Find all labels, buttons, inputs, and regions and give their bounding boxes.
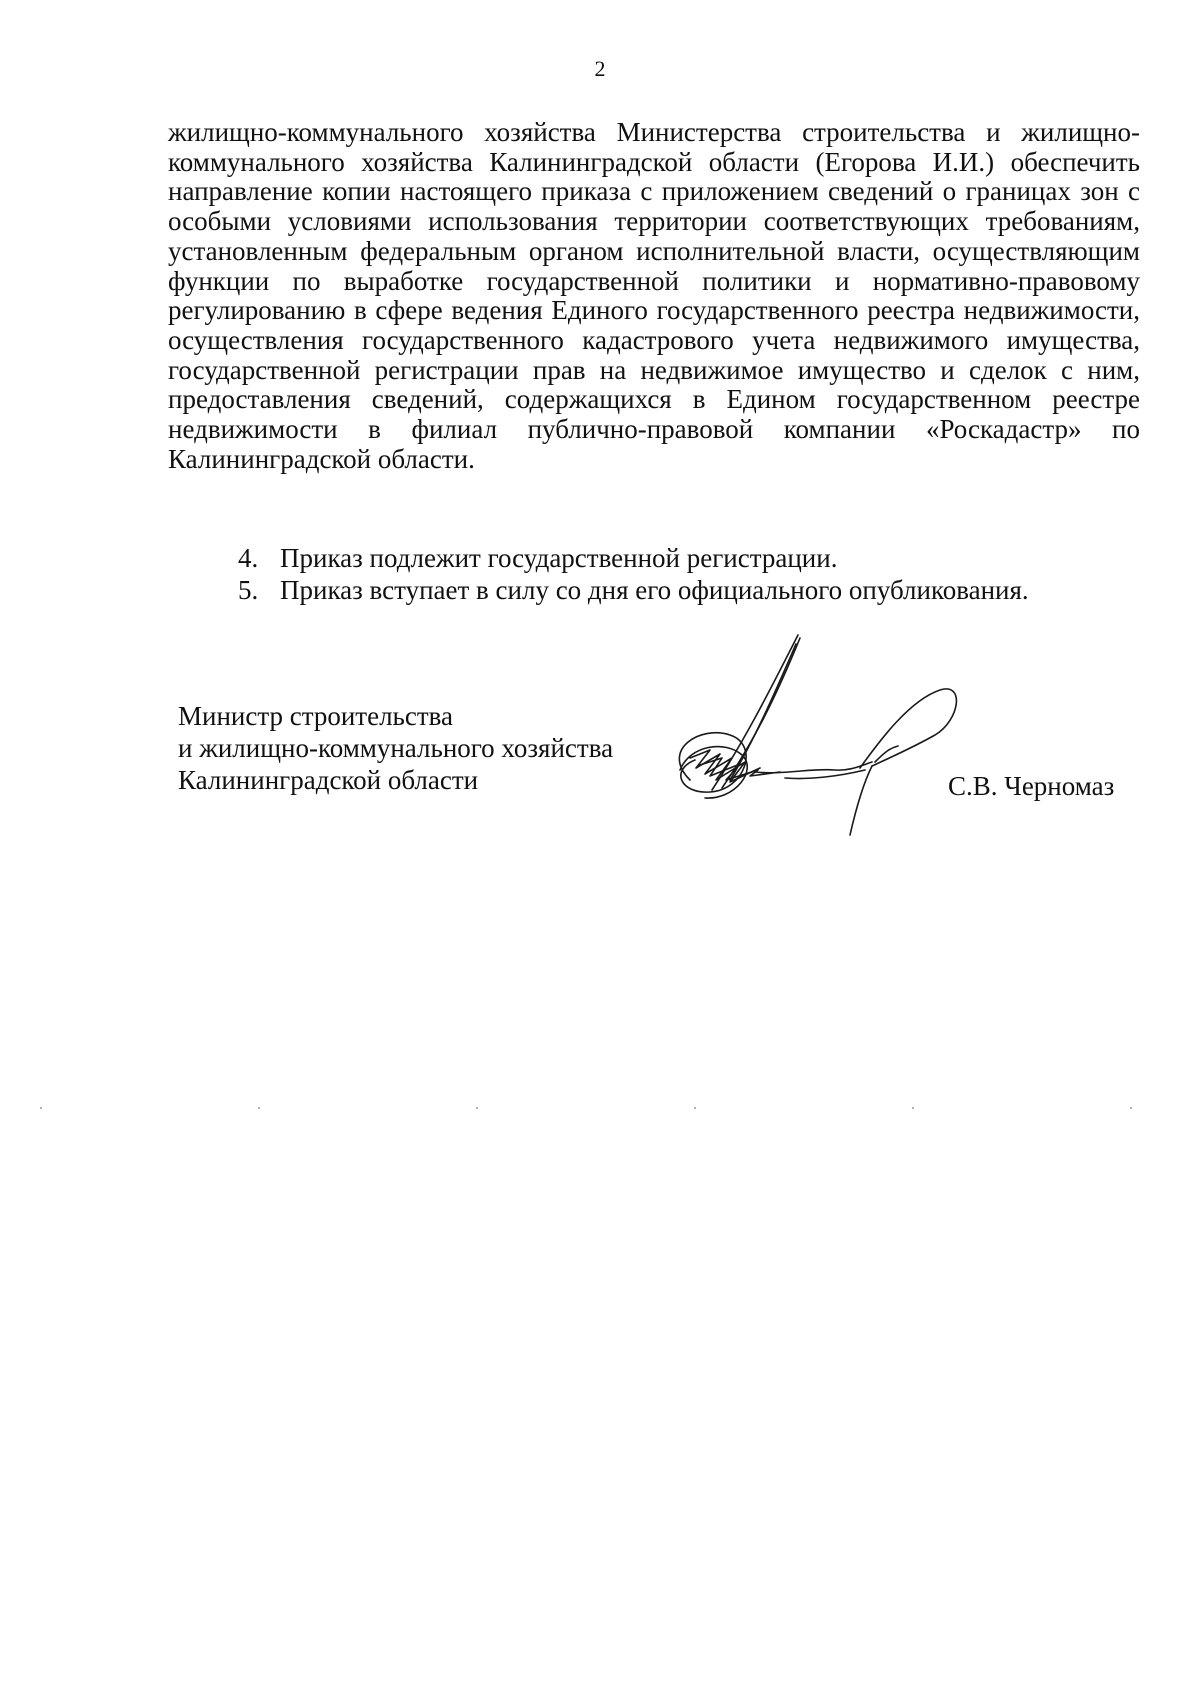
position-line: и жилищно-коммунального хозяйства bbox=[178, 733, 614, 763]
signatory-position bbox=[178, 700, 613, 796]
position-line: Калининградской области bbox=[178, 765, 479, 795]
list-item bbox=[238, 574, 1138, 606]
position-line: Министр строительства bbox=[178, 701, 454, 731]
list-item-number: 5. bbox=[238, 575, 259, 605]
list-item-number: 4. bbox=[238, 543, 259, 573]
body-text bbox=[168, 118, 1140, 474]
list-item-text: Приказ подлежит государственной регистрации. bbox=[280, 543, 838, 573]
list-item bbox=[238, 542, 1138, 574]
signatory-name: С.В. Черномаз bbox=[948, 771, 1115, 801]
handwritten-signature bbox=[650, 630, 960, 840]
main-paragraph: жилищно-коммунального хозяйства Министерства строительства и жилищно-коммунального хозяйства Калининградской области (Егорова И.И.) обеспечить направление копии настоящего приказа с приложением сведений о границах зон с особыми условиями использования территории соответствующих требованиям, установленным федеральным органом исполнительной власти, осуществляющим функции по выработке государственной политики и нормативно-правовому регулированию в сфере ведения Единого государственного реестра недвижимости, осуществления государственного кадастрового учета недвижимого имущества, государственной регистрации прав на недвижимое имущество и сделок с ним, предоставления сведений, содержащихся в Едином государственном реестре недвижимости в филиал публично-правовой компании «Роскадастр» по Калининградской области. bbox=[168, 117, 1140, 474]
list-item-text: Приказ вступает в силу со дня его официального опубликования. bbox=[280, 575, 1029, 605]
page-number: 2 bbox=[594, 56, 606, 81]
numbered-list bbox=[238, 542, 1138, 606]
